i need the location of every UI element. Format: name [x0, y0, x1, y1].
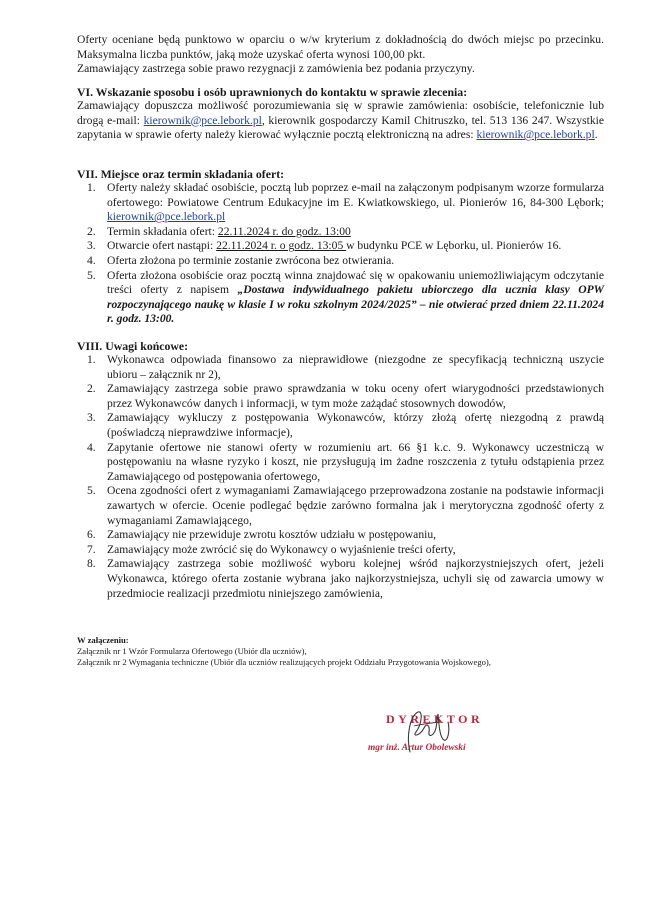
list-item	[77, 484, 604, 528]
intro-paragraph	[77, 33, 604, 77]
attachment-1: Załącznik nr 1 Wzór Formularza Ofertowego (Ubiór dla uczniów),	[77, 646, 307, 656]
item-text: Ocena zgodności ofert z wymaganiami Zamawiającego przeprowadzona zostanie na podstawie informacji zawartych w ofercie. Ocenie podlegać będzie zarówno formalna jak i merytoryczna zgodność oferty z wymaganiami Zamawiającego,	[107, 484, 604, 527]
intro-scoring-text: Oferty oceniane będą punktowo w oparciu o w/w kryterium z dokładnością do dwóch miejsc po przecinku. Maksymalna liczba punktów, jaką może uzyskać oferta wynosi 100,00 pkt.	[77, 33, 604, 61]
list-item	[77, 353, 604, 382]
list-item	[77, 557, 604, 601]
inquiries-end: .	[594, 128, 598, 142]
item-text: Wykonawca odpowiada finansowo za nieprawidłowe (niezgodne ze specyfikacją techniczną uszycie ubioru – załącznik nr 2),	[107, 353, 604, 381]
stamp-name: mgr inż. Artur Obolewski	[368, 743, 466, 753]
item-text: Zamawiający może zwrócić się do Wykonawcy o wyjaśnienie treści oferty,	[107, 542, 456, 556]
section-8-heading: VIII. Uwagi końcowe:	[77, 339, 189, 353]
item-number: 3.	[87, 239, 96, 253]
email-link-1[interactable]: kierownik@pce.lebork.pl	[143, 113, 262, 127]
item-text: Zamawiający zastrzega sobie możliwość wyboru kolejnej wśród najkorzystniejszych ofert, jeżeli Wykonawca, którego oferta zostanie wybrana jako najkorzystniejsza, uchyli się od zawarcia umowy w przedmiocie realizacji przedmiotu niniejszego zamówienia,	[107, 557, 604, 600]
item-text: Zamawiający zastrzega sobie prawo sprawdzania w toku oceny ofert wiarygodności przedstawionych przez Wykonawców danych i informacji, w tym może zażądać stosownych dowodów,	[107, 382, 604, 410]
list-item	[77, 239, 604, 254]
item-number: 7.	[87, 542, 96, 556]
list-item	[77, 411, 604, 440]
email-link-2[interactable]: kierownik@pce.lebork.pl	[476, 128, 595, 142]
item-number: 5.	[87, 268, 96, 282]
deadline-date: 22.11.2024 r. do godz. 13:00	[217, 224, 351, 238]
contact-person-text: , kierownik gospodarczy Kamil Chitruszko, tel. 513 136 247.	[261, 113, 553, 127]
list-item	[77, 225, 604, 240]
item-text: Zapytanie ofertowe nie stanowi oferty w rozumieniu art. 66 §1 k.c. 9. Wykonawcy uczestniczą w postępowaniu na własne ryzyko i koszt, nie przysługują im żadne roszczenia z tytułu odstąpienia przez Zamawiającego od postępowania ofertowego,	[107, 440, 604, 483]
opening-date: 22.11.2024 r. o godz. 13:05	[216, 239, 347, 253]
inquiries-text: Wszystkie zapytania w sprawie oferty należy kierować wyłącznie pocztą elektroniczną na adres:	[77, 113, 604, 142]
list-item	[77, 181, 604, 225]
list-item	[77, 269, 604, 327]
item-text: Oferta złożona po terminie zostanie zwrócona bez otwierania.	[107, 253, 395, 267]
item-number: 2.	[87, 382, 96, 396]
item-number: 4.	[87, 440, 96, 454]
section-7-heading: VII. Miejsce oraz termin składania ofert:	[77, 167, 285, 181]
attachment-2: Załącznik nr 2 Wymagania techniczne (Ubiór dla uczniów realizujących projekt Oddziału Przygotowania Wojskowego),	[77, 657, 491, 667]
item-number: 2.	[87, 224, 96, 238]
item-text: Zamawiający wykluczy z postępowania Wykonawców, którzy złożą ofertę niezgodną z prawdą (poświadczą nieprawdziwe informacje),	[107, 411, 604, 439]
director-stamp	[360, 706, 520, 766]
stamp-title: DYREKTOR	[386, 712, 484, 726]
section-8-list	[77, 353, 604, 601]
item-number: 5.	[87, 484, 96, 498]
envelope-label: „Dostawa indywidualnego pakietu ubiorczego dla ucznia klasy OPW rozpoczynającego naukę w klasie I w roku szkolnym 2024/2025” – nie otwierać przed dniem 22.11.2024 r. godz. 13:00.	[107, 283, 604, 326]
item-text: Termin składania ofert:	[107, 224, 218, 238]
section-6-body	[77, 99, 604, 143]
signature-scribble	[396, 706, 456, 756]
section-7-list	[77, 181, 604, 327]
list-item	[77, 528, 604, 543]
list-item	[77, 382, 604, 411]
item-number: 8.	[87, 557, 96, 571]
item-number: 1.	[87, 353, 96, 366]
attachments-heading: W załączeniu:	[77, 635, 129, 645]
list-item	[77, 254, 604, 269]
item-text: Zamawiający nie przewiduje zwrotu kosztów udziału w postępowaniu,	[107, 528, 437, 542]
item-number: 1.	[87, 181, 96, 194]
item-text: Oferty należy składać osobiście, pocztą lub poprzez e-mail na załączonym podpisanym wzorze formularza ofertowego: Powiatowe Centrum Edukacyjne im E. Kwiatkowskiego, ul. Pionierów 16, 84-300 Lębork;	[107, 181, 604, 209]
item-number: 6.	[87, 528, 96, 542]
item-number: 4.	[87, 253, 96, 267]
item-text: w budynku PCE w Lęborku, ul. Pionierów 16.	[346, 239, 562, 253]
list-item	[77, 543, 604, 558]
email-link-3[interactable]: kierownik@pce.lebork.pl	[107, 210, 226, 224]
item-number: 3.	[87, 411, 96, 425]
intro-resignation-text: Zamawiający zastrzega sobie prawo rezygnacji z zamówienia bez podania przyczyny.	[77, 62, 475, 76]
contact-text: Zamawiający dopuszcza możliwość porozumiewania się w sprawie zamówienia: osobiście, telefonicznie lub drogą e-mail:	[77, 99, 604, 127]
item-text: Otwarcie ofert nastąpi:	[107, 239, 217, 253]
item-text: Oferta złożona osobiście oraz pocztą winna znajdować się w opakowaniu uniemożliwiającym odczytanie treści oferty z napisem	[107, 268, 604, 297]
list-item	[77, 441, 604, 485]
section-6-heading: VI. Wskazanie sposobu i osób uprawnionych do kontaktu w sprawie zlecenia:	[77, 85, 468, 99]
